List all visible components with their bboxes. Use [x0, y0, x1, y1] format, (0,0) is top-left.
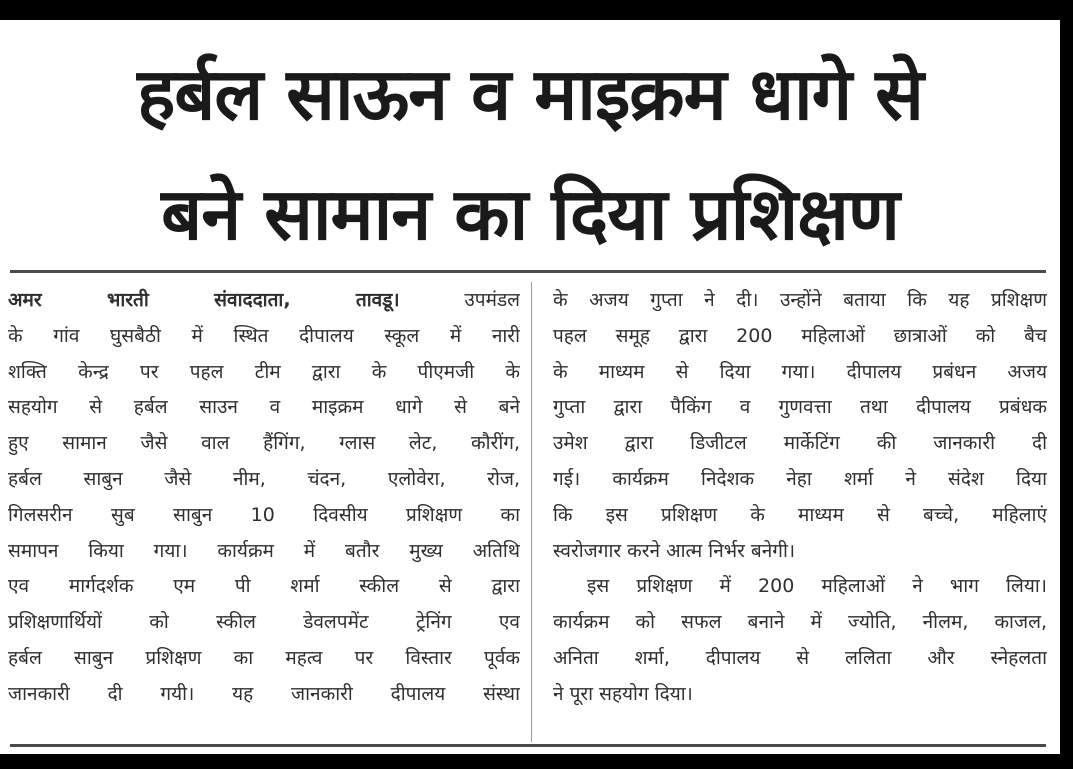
article-line: गिलसरीन सुब साबुन 10 दिवसीय प्रशिक्षण का	[8, 503, 520, 526]
article-line: इस प्रशिक्षण में 200 महिलाओं ने भाग लिया।	[587, 575, 1047, 598]
article-line: हुए सामान जैसे वाल हैंगिंग, ग्लास लेट, कौरींग,	[8, 432, 520, 455]
article-line: के अजय गुप्ता ने दी। उन्होंने बताया कि यह प्रशिक्षण	[553, 289, 1047, 311]
article-line: हर्बल साबुन प्रशिक्षण का महत्व पर विस्तार पूर्वक	[8, 646, 520, 669]
headline-line-2: बने सामान का दिया प्रशिक्षण	[161, 172, 899, 256]
article-line: कि इस प्रशिक्षण के माध्यम से बच्चे, महिलाएं	[553, 503, 1047, 526]
article-line: शक्ति केन्द्र पर पहल टीम द्वारा के पीएमजी के	[8, 360, 520, 383]
article-column-left	[8, 283, 520, 743]
article-line: स्वरोजगार करने आत्म निर्भर बनेगी।	[553, 539, 796, 562]
article-text: उपमंडल	[464, 289, 520, 311]
article-line: समापन किया गया। कार्यक्रम में बतौर मुख्य अतिथि	[8, 539, 520, 562]
newspaper-clipping	[0, 20, 1060, 754]
headline-divider	[10, 270, 1046, 273]
article-line: उमेश द्वारा डिजीटल मार्केटिंग की जानकारी दी	[553, 432, 1047, 455]
article-line: गुप्ता द्वारा पैकिंग व गुणवत्ता तथा दीपालय प्रबंधक	[553, 396, 1047, 419]
column-divider	[531, 282, 532, 742]
article-line: प्रशिक्षणार्थियों को स्कील डेवलपमेंट ट्रेनिंग एव	[8, 611, 520, 634]
headline-line-1: हर्बल साऊन व माइक्रम धागे से	[137, 52, 923, 136]
article-line: कार्यक्रम को सफल बनाने में ज्योति, नीलम, काजल,	[553, 611, 1047, 634]
article-column-right	[553, 283, 1047, 743]
article-line: के माध्यम से दिया गया। दीपालय प्रबंधन अजय	[553, 360, 1047, 383]
article-line: जानकारी दी गयी। यह जानकारी दीपालय संस्था	[8, 682, 520, 705]
article-line	[8, 283, 520, 319]
article-line: ने पूरा सहयोग दिया।	[553, 682, 693, 705]
article-line: एव मार्गदर्शक एम पी शर्मा स्कील से द्वारा	[8, 575, 520, 598]
bottom-rule	[10, 744, 1046, 747]
article-line: अनिता शर्मा, दीपालय से ललिता और स्नेहलता	[553, 646, 1047, 669]
article-line: सहयोग से हर्बल साउन व माइक्रम धागे से बने	[8, 396, 520, 419]
article-line: के गांव घुसबैठी में स्थित दीपालय स्कूल में नारी	[8, 324, 520, 347]
byline: अमर भारती संवाददाता, तावडू।	[8, 289, 400, 311]
article-line: हर्बल साबुन जैसे नीम, चंदन, एलोवेरा, रोज,	[8, 467, 520, 490]
article-line: गई। कार्यक्रम निदेशक नेहा शर्मा ने संदेश दिया	[553, 467, 1047, 490]
article-line: पहल समूह द्वारा 200 महिलाओं छात्राओं को बैच	[553, 324, 1047, 347]
